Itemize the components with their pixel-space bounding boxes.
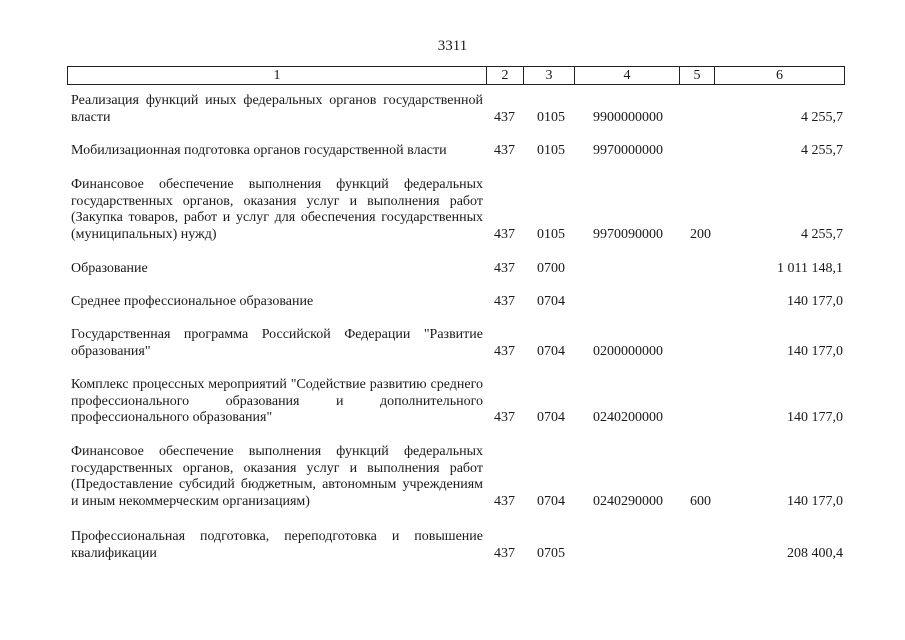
table-row — [0, 444, 905, 510]
column-header-5: 5 — [680, 67, 715, 85]
row-col-2: 437 — [494, 109, 515, 125]
table-row — [0, 377, 905, 427]
row-description: Комплекс процессных мероприятий "Содействие развитию среднего профессионального образования и дополнительного профессионального образования" — [71, 377, 483, 425]
row-col-3: 0704 — [537, 493, 565, 509]
row-col-6: 140 177,0 — [787, 294, 843, 309]
row-col-4: 0200000000 — [593, 343, 663, 359]
row-col-6: 4 255,7 — [801, 226, 843, 242]
row-col-6: 140 177,0 — [787, 343, 843, 359]
row-col-5: 200 — [690, 226, 711, 242]
row-col-2: 437 — [494, 545, 515, 561]
column-header-1: 1 — [68, 67, 487, 85]
row-col-2: 437 — [494, 493, 515, 509]
row-col-4: 0240200000 — [593, 410, 663, 425]
row-col-4: 0240290000 — [593, 493, 663, 509]
row-col-3: 0705 — [537, 545, 565, 561]
column-header-2: 2 — [487, 67, 524, 85]
row-description: Профессиональная подготовка, переподготовка и повышение квалификации — [71, 529, 483, 561]
row-col-2: 437 — [494, 343, 515, 359]
column-header-6: 6 — [715, 67, 845, 85]
column-header-table — [67, 66, 845, 85]
row-col-4: 9970000000 — [593, 143, 663, 158]
row-col-6: 208 400,4 — [787, 545, 843, 561]
row-col-2: 437 — [494, 261, 515, 276]
row-col-6: 4 255,7 — [801, 109, 843, 125]
row-col-3: 0704 — [537, 294, 565, 309]
row-description: Среднее профессиональное образование — [71, 294, 314, 309]
row-col-3: 0704 — [537, 410, 565, 425]
row-col-6: 4 255,7 — [801, 143, 843, 158]
row-col-2: 437 — [494, 226, 515, 242]
table-row — [0, 261, 905, 278]
row-description: Реализация функций иных федеральных органов государственной власти — [71, 93, 483, 125]
row-col-3: 0105 — [537, 143, 565, 158]
row-col-6: 140 177,0 — [787, 410, 843, 425]
row-col-3: 0105 — [537, 109, 565, 125]
table-row — [0, 177, 905, 243]
row-col-3: 0704 — [537, 343, 565, 359]
row-description: Образование — [71, 261, 148, 276]
row-description: Мобилизационная подготовка органов государственной власти — [71, 143, 447, 158]
row-col-2: 437 — [494, 294, 515, 309]
column-header-row — [68, 67, 845, 85]
row-col-3: 0700 — [537, 261, 565, 276]
row-col-3: 0105 — [537, 226, 565, 242]
page-number: 3311 — [437, 38, 468, 54]
row-col-2: 437 — [494, 143, 515, 158]
column-header-3: 3 — [524, 67, 575, 85]
table-row — [0, 143, 905, 160]
row-description: Государственная программа Российской Федерации "Развитие образования" — [71, 327, 483, 359]
table-row — [0, 327, 905, 360]
table-row — [0, 529, 905, 562]
row-col-4: 9970090000 — [593, 226, 663, 242]
row-col-6: 140 177,0 — [787, 493, 843, 509]
row-description: Финансовое обеспечение выполнения функций федеральных государственных органов, оказания услуг и выполнения работ (Закупка товаров, работ и услуг для обеспечения государственных (муниципальных) нужд) — [71, 177, 483, 242]
row-col-4: 9900000000 — [593, 109, 663, 125]
row-col-2: 437 — [494, 410, 515, 425]
row-description: Финансовое обеспечение выполнения функций федеральных государственных органов, оказания услуг и выполнения работ (Предоставление субсидий бюджетным, автономным учреждениям и иным некоммерческим организациям) — [71, 444, 483, 509]
column-header-4: 4 — [575, 67, 680, 85]
row-col-5: 600 — [690, 493, 711, 509]
table-row — [0, 93, 905, 126]
row-col-6: 1 011 148,1 — [777, 261, 843, 276]
table-row — [0, 294, 905, 311]
